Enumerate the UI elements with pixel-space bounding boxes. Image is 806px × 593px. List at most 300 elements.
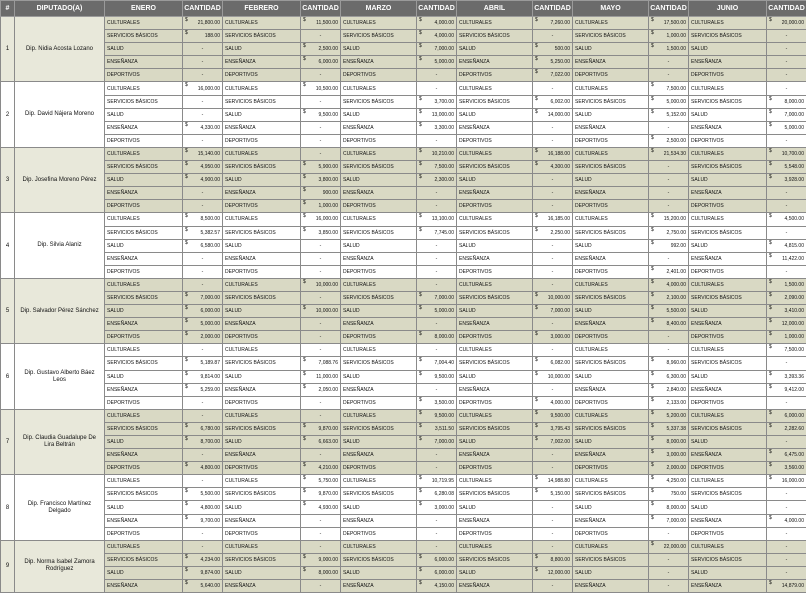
amount-value: 9,500.00 (435, 413, 454, 419)
amount-cell (649, 305, 689, 318)
currency-symbol: $ (419, 56, 422, 62)
amount-value: 8,000.00 (667, 505, 686, 511)
amount-value: 5,152.00 (667, 112, 686, 118)
amount-cell (767, 383, 806, 396)
amount-cell (417, 213, 457, 226)
amount-value: 2,840.00 (667, 387, 686, 393)
category-cell: DEPORTIVOS (573, 462, 649, 475)
amount-value: 17,500.00 (664, 20, 686, 26)
currency-symbol: $ (419, 371, 422, 377)
currency-symbol: $ (303, 82, 306, 88)
amount-cell: - (417, 134, 457, 147)
category-cell: SALUD (689, 43, 767, 56)
currency-symbol: $ (185, 436, 188, 442)
amount-value: 15,140.00 (198, 151, 220, 157)
amount-cell (417, 580, 457, 593)
amount-cell: - (301, 514, 341, 527)
amount-cell (533, 69, 573, 82)
category-cell: ENSEÑANZA (341, 449, 417, 462)
category-cell: ENSEÑANZA (689, 318, 767, 331)
category-cell: DEPORTIVOS (223, 69, 301, 82)
amount-value: 4,234.00 (201, 557, 220, 563)
category-cell: SALUD (341, 370, 417, 383)
category-cell: DEPORTIVOS (689, 265, 767, 278)
category-cell: ENSEÑANZA (105, 580, 183, 593)
currency-symbol: $ (303, 567, 306, 573)
amount-cell (649, 278, 689, 291)
amount-cell: - (767, 436, 806, 449)
amount-cell: - (649, 187, 689, 200)
category-cell: DEPORTIVOS (689, 462, 767, 475)
category-cell: ENSEÑANZA (457, 56, 533, 69)
amount-cell (417, 17, 457, 30)
currency-symbol: $ (419, 17, 422, 23)
amount-cell: - (183, 344, 223, 357)
currency-symbol: $ (185, 567, 188, 573)
amount-value: 15,200.00 (664, 216, 686, 222)
category-cell: SALUD (457, 43, 533, 56)
amount-cell (183, 121, 223, 134)
amount-value: 2,090.00 (785, 295, 804, 301)
amount-value: 9,874.00 (201, 570, 220, 576)
amount-value: 5,750.00 (319, 478, 338, 484)
amount-cell (767, 422, 806, 435)
category-cell: SERVICIOS BÁSICOS (457, 357, 533, 370)
amount-cell (301, 56, 341, 69)
category-cell: SALUD (573, 108, 649, 121)
amount-cell (533, 43, 573, 56)
currency-symbol: $ (303, 213, 306, 219)
category-cell: SERVICIOS BÁSICOS (341, 95, 417, 108)
table-row (1, 30, 806, 43)
amount-cell (183, 501, 223, 514)
amount-cell (767, 17, 806, 30)
currency-symbol: $ (303, 109, 306, 115)
category-cell: CULTURALES (105, 409, 183, 422)
currency-symbol: $ (651, 318, 654, 324)
category-cell: ENSEÑANZA (689, 383, 767, 396)
amount-cell (183, 488, 223, 501)
amount-value: 9,700.00 (201, 518, 220, 524)
category-cell: SERVICIOS BÁSICOS (341, 226, 417, 239)
amount-cell (533, 566, 573, 579)
category-cell: CULTURALES (223, 17, 301, 30)
category-cell: SERVICIOS BÁSICOS (573, 488, 649, 501)
amount-cell: - (183, 265, 223, 278)
amount-value: 14,879.00 (782, 583, 804, 589)
currency-symbol: $ (651, 384, 654, 390)
header-cantidad: CANTIDAD (417, 1, 457, 17)
category-cell: SERVICIOS BÁSICOS (457, 30, 533, 43)
amount-cell (301, 17, 341, 30)
amount-cell: - (301, 134, 341, 147)
currency-symbol: $ (769, 344, 772, 350)
currency-symbol: $ (185, 227, 188, 233)
currency-symbol: $ (535, 213, 538, 219)
amount-cell (417, 331, 457, 344)
currency-symbol: $ (651, 462, 654, 468)
category-cell: SERVICIOS BÁSICOS (689, 95, 767, 108)
amount-cell (183, 357, 223, 370)
amount-cell: - (767, 540, 806, 553)
amount-cell: - (417, 383, 457, 396)
amount-cell (301, 213, 341, 226)
amount-cell (301, 43, 341, 56)
currency-symbol: $ (185, 554, 188, 560)
row-number: 8 (1, 475, 15, 540)
amount-cell: - (301, 580, 341, 593)
currency-symbol: $ (185, 292, 188, 298)
amount-cell (183, 580, 223, 593)
currency-symbol: $ (419, 43, 422, 49)
table-row (1, 580, 806, 593)
category-cell: SERVICIOS BÁSICOS (341, 291, 417, 304)
category-cell: CULTURALES (573, 17, 649, 30)
amount-value: 2,500.00 (667, 138, 686, 144)
table-row (1, 357, 806, 370)
category-cell: ENSEÑANZA (341, 383, 417, 396)
amount-value: 9,870.00 (319, 491, 338, 497)
currency-symbol: $ (185, 331, 188, 337)
currency-symbol: $ (535, 305, 538, 311)
amount-value: 5,548.00 (785, 164, 804, 170)
category-cell: DEPORTIVOS (689, 527, 767, 540)
category-cell: DEPORTIVOS (457, 200, 533, 213)
category-cell: SALUD (223, 566, 301, 579)
currency-symbol: $ (769, 462, 772, 468)
amount-value: 4,000.00 (667, 282, 686, 288)
currency-symbol: $ (535, 423, 538, 429)
currency-symbol: $ (535, 397, 538, 403)
table-row (1, 108, 806, 121)
category-cell: CULTURALES (573, 344, 649, 357)
category-cell: SALUD (689, 501, 767, 514)
category-cell: SERVICIOS BÁSICOS (689, 30, 767, 43)
category-cell: SERVICIOS BÁSICOS (689, 226, 767, 239)
table-row (1, 436, 806, 449)
amount-value: 4,150.00 (435, 583, 454, 589)
table-row (1, 239, 806, 252)
currency-symbol: $ (303, 488, 306, 494)
amount-cell (417, 488, 457, 501)
header-cantidad: CANTIDAD (533, 1, 573, 17)
category-cell: DEPORTIVOS (341, 331, 417, 344)
header-junio: JUNIO (689, 1, 767, 17)
amount-cell (183, 239, 223, 252)
category-cell: ENSEÑANZA (457, 187, 533, 200)
category-cell: DEPORTIVOS (105, 462, 183, 475)
amount-cell: - (301, 331, 341, 344)
category-cell: SERVICIOS BÁSICOS (573, 226, 649, 239)
category-cell: CULTURALES (105, 213, 183, 226)
amount-value: 8,000.00 (785, 99, 804, 105)
category-cell: ENSEÑANZA (457, 121, 533, 134)
currency-symbol: $ (303, 357, 306, 363)
currency-symbol: $ (651, 436, 654, 442)
amount-cell: - (649, 566, 689, 579)
amount-cell: - (649, 121, 689, 134)
category-cell: SALUD (573, 370, 649, 383)
amount-cell (767, 462, 806, 475)
category-cell: DEPORTIVOS (457, 462, 533, 475)
category-cell: SALUD (341, 566, 417, 579)
amount-value: 5,000.00 (785, 125, 804, 131)
amount-cell (301, 383, 341, 396)
amount-cell (301, 370, 341, 383)
amount-value: 4,000.00 (785, 518, 804, 524)
amount-cell: - (533, 187, 573, 200)
currency-symbol: $ (535, 567, 538, 573)
header-cantidad: CANTIDAD (649, 1, 689, 17)
amount-cell (767, 95, 806, 108)
table-row (1, 383, 806, 396)
amount-cell (533, 147, 573, 160)
amount-cell (417, 226, 457, 239)
amount-value: 3,000.00 (551, 334, 570, 340)
amount-cell (417, 56, 457, 69)
amount-cell (533, 422, 573, 435)
category-cell: SERVICIOS BÁSICOS (105, 291, 183, 304)
category-cell: ENSEÑANZA (105, 318, 183, 331)
amount-value: 2,750.00 (667, 230, 686, 236)
amount-cell (533, 436, 573, 449)
category-cell: SERVICIOS BÁSICOS (341, 422, 417, 435)
amount-value: 8,700.00 (201, 439, 220, 445)
currency-symbol: $ (769, 331, 772, 337)
category-cell: SALUD (341, 43, 417, 56)
table-row (1, 462, 806, 475)
currency-symbol: $ (419, 161, 422, 167)
amount-cell (533, 488, 573, 501)
amount-value: 5,250.00 (551, 59, 570, 65)
amount-value: 9,870.00 (319, 426, 338, 432)
amount-value: 16,000.00 (782, 478, 804, 484)
category-cell: SALUD (689, 239, 767, 252)
amount-value: 5,900.00 (319, 164, 338, 170)
category-cell: SERVICIOS BÁSICOS (689, 553, 767, 566)
category-cell: CULTURALES (105, 540, 183, 553)
amount-cell (183, 226, 223, 239)
currency-symbol: $ (651, 541, 654, 547)
category-cell: SERVICIOS BÁSICOS (457, 161, 533, 174)
category-cell: CULTURALES (223, 213, 301, 226)
amount-cell: - (417, 69, 457, 82)
category-cell: SERVICIOS BÁSICOS (573, 553, 649, 566)
category-cell: DEPORTIVOS (573, 527, 649, 540)
row-number: 6 (1, 344, 15, 409)
amount-cell: - (533, 580, 573, 593)
currency-symbol: $ (419, 397, 422, 403)
amount-cell (533, 409, 573, 422)
amount-cell (183, 318, 223, 331)
amount-cell: - (301, 265, 341, 278)
table-row (1, 331, 806, 344)
category-cell: SALUD (457, 108, 533, 121)
amount-cell: - (649, 252, 689, 265)
diputado-name: Dip. Gustavo Alberto Báez Leos (15, 344, 105, 409)
table-row (1, 200, 806, 213)
currency-symbol: $ (651, 227, 654, 233)
category-cell: DEPORTIVOS (573, 396, 649, 409)
table-row (1, 370, 806, 383)
amount-value: 1,000.00 (785, 334, 804, 340)
amount-cell (767, 278, 806, 291)
currency-symbol: $ (769, 305, 772, 311)
table-row (1, 566, 806, 579)
table-row (1, 396, 806, 409)
category-cell: SALUD (457, 436, 533, 449)
currency-symbol: $ (535, 357, 538, 363)
category-cell: DEPORTIVOS (689, 134, 767, 147)
amount-value: 5,150.00 (551, 491, 570, 497)
amount-value: 7,000.00 (435, 295, 454, 301)
amount-cell: - (183, 200, 223, 213)
header-febrero: FEBRERO (223, 1, 301, 17)
amount-cell: - (301, 449, 341, 462)
amount-value: 2,000.00 (201, 334, 220, 340)
category-cell: SERVICIOS BÁSICOS (105, 357, 183, 370)
amount-cell: - (183, 475, 223, 488)
amount-cell (533, 56, 573, 69)
amount-value: 2,282.60 (785, 426, 804, 432)
category-cell: CULTURALES (457, 344, 533, 357)
row-number: 1 (1, 17, 15, 82)
amount-cell: - (533, 239, 573, 252)
category-cell: CULTURALES (341, 344, 417, 357)
amount-cell: - (649, 580, 689, 593)
amount-cell (417, 475, 457, 488)
amount-value: 5,200.00 (667, 413, 686, 419)
amount-cell (649, 82, 689, 95)
currency-symbol: $ (419, 580, 422, 586)
category-cell: ENSEÑANZA (457, 383, 533, 396)
category-cell: SALUD (105, 305, 183, 318)
category-cell: SERVICIOS BÁSICOS (457, 422, 533, 435)
currency-symbol: $ (535, 410, 538, 416)
amount-cell: - (649, 69, 689, 82)
currency-symbol: $ (535, 554, 538, 560)
currency-symbol: $ (535, 227, 538, 233)
amount-cell: - (183, 69, 223, 82)
amount-cell: - (183, 540, 223, 553)
category-cell: SERVICIOS BÁSICOS (105, 488, 183, 501)
amount-value: 1,000.00 (319, 203, 338, 209)
category-cell: DEPORTIVOS (457, 527, 533, 540)
header-num: # (1, 1, 15, 17)
category-cell: ENSEÑANZA (341, 252, 417, 265)
currency-symbol: $ (303, 56, 306, 62)
currency-symbol: $ (769, 161, 772, 167)
amount-cell: - (767, 82, 806, 95)
category-cell: SERVICIOS BÁSICOS (223, 161, 301, 174)
currency-symbol: $ (185, 501, 188, 507)
currency-symbol: $ (535, 96, 538, 102)
currency-symbol: $ (535, 436, 538, 442)
currency-symbol: $ (651, 449, 654, 455)
amount-value: 8,400.00 (667, 321, 686, 327)
category-cell: DEPORTIVOS (573, 134, 649, 147)
amount-cell (767, 174, 806, 187)
currency-symbol: $ (769, 213, 772, 219)
category-cell: DEPORTIVOS (573, 265, 649, 278)
amount-cell: - (533, 252, 573, 265)
amount-cell (767, 370, 806, 383)
category-cell: SALUD (573, 239, 649, 252)
category-cell: ENSEÑANZA (341, 121, 417, 134)
category-cell: SERVICIOS BÁSICOS (573, 95, 649, 108)
amount-value: 3,410.00 (785, 308, 804, 314)
category-cell: CULTURALES (105, 147, 183, 160)
category-cell: SERVICIOS BÁSICOS (573, 161, 649, 174)
category-cell: DEPORTIVOS (457, 69, 533, 82)
category-cell: SALUD (689, 174, 767, 187)
currency-symbol: $ (651, 82, 654, 88)
diputado-name: Dip. Francisco Martínez Delgado (15, 475, 105, 540)
category-cell: DEPORTIVOS (105, 527, 183, 540)
amount-cell: - (649, 344, 689, 357)
category-cell: ENSEÑANZA (105, 514, 183, 527)
amount-cell (183, 213, 223, 226)
amount-value: 8,000.00 (667, 439, 686, 445)
amount-cell (767, 305, 806, 318)
currency-symbol: $ (419, 213, 422, 219)
amount-cell (417, 553, 457, 566)
amount-value: 7,260.00 (551, 20, 570, 26)
row-number: 9 (1, 540, 15, 592)
category-cell: CULTURALES (457, 278, 533, 291)
amount-cell (533, 17, 573, 30)
amount-cell: - (767, 553, 806, 566)
table-row (1, 344, 806, 357)
currency-symbol: $ (185, 122, 188, 128)
amount-cell (649, 147, 689, 160)
currency-symbol: $ (651, 30, 654, 36)
amount-cell: - (417, 82, 457, 95)
category-cell: SALUD (223, 370, 301, 383)
amount-value: 6,475.00 (785, 452, 804, 458)
amount-value: 9,000.00 (319, 557, 338, 563)
category-cell: CULTURALES (689, 409, 767, 422)
amount-value: 7,000.00 (201, 295, 220, 301)
category-cell: ENSEÑANZA (105, 449, 183, 462)
category-cell: DEPORTIVOS (223, 462, 301, 475)
amount-cell: - (533, 501, 573, 514)
category-cell: DEPORTIVOS (105, 331, 183, 344)
currency-symbol: $ (185, 82, 188, 88)
amount-cell (533, 305, 573, 318)
currency-symbol: $ (303, 554, 306, 560)
amount-cell (417, 422, 457, 435)
amount-value: 16,185.00 (548, 216, 570, 222)
amount-cell (301, 488, 341, 501)
currency-symbol: $ (303, 43, 306, 49)
currency-symbol: $ (419, 305, 422, 311)
category-cell: SERVICIOS BÁSICOS (341, 553, 417, 566)
currency-symbol: $ (769, 515, 772, 521)
category-cell: ENSEÑANZA (689, 580, 767, 593)
category-cell: ENSEÑANZA (223, 580, 301, 593)
amount-cell (533, 475, 573, 488)
currency-symbol: $ (535, 56, 538, 62)
amount-cell (649, 409, 689, 422)
amount-cell: - (417, 318, 457, 331)
currency-symbol: $ (769, 96, 772, 102)
amount-value: 5,000.00 (435, 308, 454, 314)
category-cell: SALUD (341, 436, 417, 449)
amount-cell: - (183, 278, 223, 291)
amount-cell (417, 43, 457, 56)
amount-value: 8,960.00 (667, 360, 686, 366)
